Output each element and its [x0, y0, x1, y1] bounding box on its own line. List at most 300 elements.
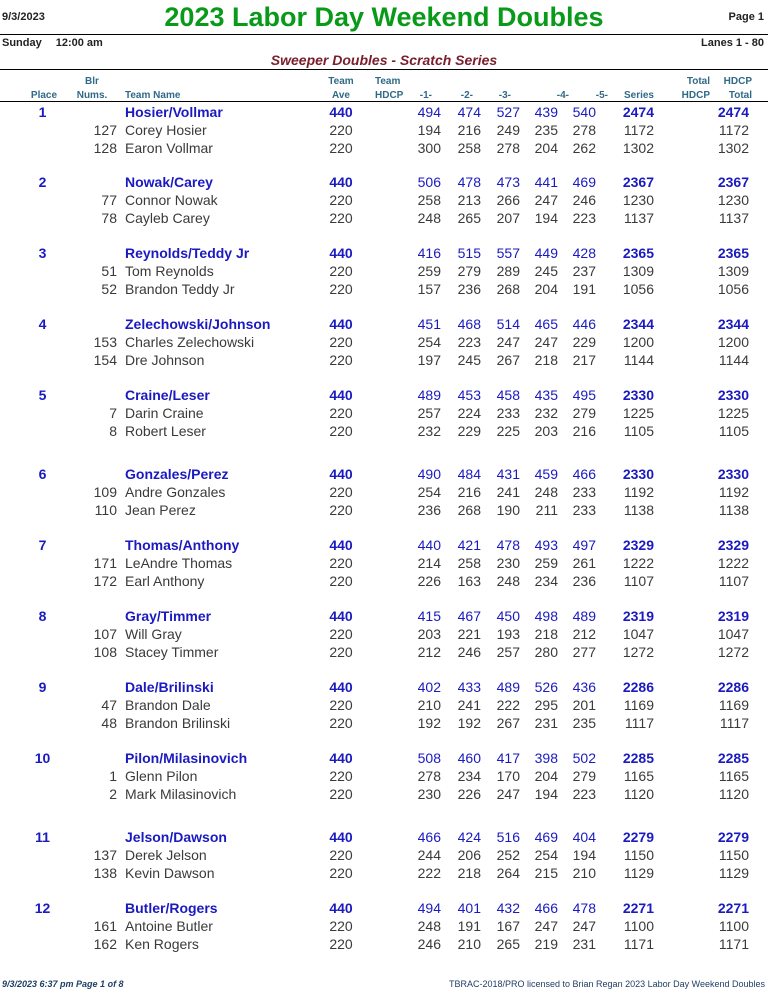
- bowler-hdcp-total: 1105: [718, 423, 749, 439]
- bowler-game-4: 215: [534, 865, 558, 881]
- bowler-hdcp-total: 1169: [718, 697, 749, 713]
- team-series: 2319: [622, 608, 654, 624]
- bowler-series: 1225: [622, 405, 654, 421]
- team-game-3: 431: [496, 466, 520, 482]
- bowler-number: 127: [93, 122, 117, 138]
- bowler-game-1: 258: [417, 192, 441, 208]
- bowler-name: Tom Reynolds: [125, 263, 214, 279]
- bowler-number: 78: [101, 210, 117, 226]
- bowler-game-4: 204: [534, 281, 558, 297]
- team-place: 3: [38, 245, 47, 261]
- bowler-game-5: 277: [572, 644, 596, 660]
- player-row: [0, 767, 768, 785]
- bowler-number: 172: [93, 573, 117, 589]
- player-row: [0, 422, 768, 440]
- header-rule-top: [0, 34, 768, 35]
- team-game-2: 401: [457, 900, 481, 916]
- team-game-4: 493: [534, 537, 558, 553]
- bowler-game-4: 234: [534, 573, 558, 589]
- team-name: Thomas/Anthony: [125, 537, 240, 553]
- bowler-game-4: 247: [534, 334, 558, 350]
- team-game-5: 495: [572, 387, 596, 403]
- bowler-game-4: 247: [534, 918, 558, 934]
- col-hdcp-total-bottom: Total: [728, 90, 752, 101]
- team-game-4: 398: [534, 750, 558, 766]
- bowler-game-3: 170: [496, 768, 520, 784]
- team-game-5: 489: [572, 608, 596, 624]
- team-game-5: 540: [572, 104, 596, 120]
- bowler-game-2: 258: [457, 140, 481, 156]
- bowler-game-4: 247: [534, 192, 558, 208]
- team-game-5: 428: [572, 245, 596, 261]
- team-series: 2367: [622, 174, 654, 190]
- bowler-number: 48: [101, 715, 117, 731]
- bowler-hdcp-total: 1165: [718, 768, 749, 784]
- player-row: [0, 864, 768, 882]
- bowler-number: 171: [93, 555, 117, 571]
- bowler-game-3: 207: [496, 210, 520, 226]
- team-hdcp-total: 2279: [717, 829, 749, 845]
- team-game-5: 478: [572, 900, 596, 916]
- bowler-game-5: 279: [572, 768, 596, 784]
- session-info: [2, 37, 103, 49]
- bowler-game-4: 295: [534, 697, 558, 713]
- col-team-hdcp-top: Team: [375, 76, 401, 87]
- team-game-1: 494: [417, 104, 441, 120]
- team-place: 9: [38, 679, 47, 695]
- team-game-1: 490: [417, 466, 441, 482]
- team-game-3: 432: [496, 900, 520, 916]
- bowler-game-5: 237: [572, 263, 596, 279]
- bowler-game-2: 226: [457, 786, 481, 802]
- bowler-game-1: 248: [417, 210, 441, 226]
- bowler-hdcp-total: 1222: [717, 555, 749, 571]
- bowler-average: 220: [329, 352, 353, 368]
- bowler-game-1: 278: [417, 768, 441, 784]
- bowler-number: 1: [109, 768, 117, 784]
- team-series: 2286: [622, 679, 654, 695]
- team-average: 440: [329, 387, 353, 403]
- bowler-series: 1272: [622, 644, 654, 660]
- team-game-2: 484: [457, 466, 481, 482]
- bowler-game-1: 226: [417, 573, 441, 589]
- bowler-game-5: 201: [572, 697, 596, 713]
- team-game-1: 506: [417, 174, 441, 190]
- team-place: 5: [38, 387, 47, 403]
- bowler-hdcp-total: 1047: [717, 626, 749, 642]
- team-game-1: 440: [417, 537, 441, 553]
- bowler-number: 47: [101, 697, 117, 713]
- bowler-game-1: 232: [417, 423, 441, 439]
- bowler-name: Brandon Brilinski: [125, 715, 231, 731]
- team-hdcp-total: 2319: [717, 608, 749, 624]
- report-title: 2023 Labor Day Weekend Doubles: [164, 2, 604, 32]
- player-row: [0, 554, 768, 572]
- team-game-2: 468: [457, 316, 481, 332]
- team-game-4: 466: [534, 900, 558, 916]
- team-game-1: 402: [417, 679, 441, 695]
- team-series: 2344: [622, 316, 654, 332]
- bowler-hdcp-total: 1309: [717, 263, 749, 279]
- bowler-game-4: 280: [534, 644, 558, 660]
- bowler-game-2: 213: [457, 192, 481, 208]
- bowler-game-2: 236: [457, 281, 481, 297]
- bowler-game-4: 211: [535, 502, 558, 518]
- bowler-series: 1192: [623, 484, 654, 500]
- bowler-average: 220: [329, 122, 353, 138]
- player-row: [0, 917, 768, 935]
- team-row: [0, 244, 768, 262]
- team-average: 440: [329, 537, 353, 553]
- team-series: 2279: [622, 829, 654, 845]
- team-hdcp-total: 2344: [717, 316, 749, 332]
- bowler-average: 220: [329, 573, 353, 589]
- team-game-5: 404: [572, 829, 596, 845]
- bowler-hdcp-total: 1144: [718, 352, 749, 368]
- bowler-number: 52: [101, 281, 117, 297]
- bowler-game-2: 221: [457, 626, 481, 642]
- bowler-game-1: 254: [417, 484, 441, 500]
- team-average: 440: [329, 829, 353, 845]
- bowler-game-2: 218: [457, 865, 481, 881]
- bowler-game-3: 167: [496, 918, 520, 934]
- bowler-game-3: 267: [496, 715, 520, 731]
- team-game-3: 458: [496, 387, 520, 403]
- team-series: 2330: [622, 466, 654, 482]
- bowler-game-4: 203: [534, 423, 558, 439]
- bowler-game-1: 236: [417, 502, 441, 518]
- bowler-game-5: 261: [572, 555, 596, 571]
- bowler-series: 1230: [622, 192, 654, 208]
- bowler-hdcp-total: 1302: [717, 140, 749, 156]
- col-game-2: -2-: [460, 90, 473, 101]
- bowler-hdcp-total: 1129: [718, 865, 749, 881]
- bowler-game-2: 265: [457, 210, 481, 226]
- bowler-series: 1144: [623, 352, 654, 368]
- bowler-game-2: 210: [457, 936, 481, 952]
- bowler-name: Antoine Butler: [125, 918, 213, 934]
- bowler-game-2: 216: [457, 484, 481, 500]
- bowler-game-1: 244: [417, 847, 441, 863]
- bowler-game-2: 223: [457, 334, 481, 350]
- bowler-game-2: 206: [457, 847, 481, 863]
- col-place: Place: [30, 90, 58, 101]
- team-row: [0, 536, 768, 554]
- team-game-3: 417: [496, 750, 520, 766]
- bowler-number: 137: [93, 847, 117, 863]
- bowler-series: 1172: [623, 122, 654, 138]
- bowler-average: 220: [329, 644, 353, 660]
- col-game-4: -4-: [556, 90, 569, 101]
- team-hdcp-total: 2330: [717, 387, 749, 403]
- bowler-game-1: 222: [417, 865, 441, 881]
- bowler-game-5: 233: [572, 484, 596, 500]
- bowler-name: Dre Johnson: [125, 352, 205, 368]
- bowler-game-1: 248: [417, 918, 441, 934]
- bowler-series: 1137: [623, 210, 654, 226]
- col-series: Series: [623, 90, 654, 101]
- team-hdcp-total: 2330: [717, 466, 749, 482]
- bowler-number: 110: [94, 502, 117, 518]
- team-game-2: 460: [457, 750, 481, 766]
- col-team-hdcp-bottom: HDCP: [375, 90, 404, 101]
- bowler-game-5: 233: [572, 502, 596, 518]
- team-game-1: 508: [417, 750, 441, 766]
- bowler-game-1: 203: [417, 626, 441, 642]
- team-hdcp-total: 2285: [717, 750, 749, 766]
- team-hdcp-total: 2367: [717, 174, 749, 190]
- bowler-number: 154: [93, 352, 117, 368]
- report-subtitle: Sweeper Doubles - Scratch Series: [270, 52, 498, 68]
- bowler-game-3: 265: [496, 936, 520, 952]
- bowler-game-4: 194: [534, 210, 558, 226]
- bowler-game-3: 241: [496, 484, 520, 500]
- bowler-hdcp-total: 1192: [718, 484, 749, 500]
- bowler-number: 109: [93, 484, 117, 500]
- session-day: Sunday: [2, 37, 42, 49]
- bowler-game-2: 279: [457, 263, 481, 279]
- team-name: Zelechowski/Johnson: [125, 316, 271, 332]
- bowler-number: 161: [93, 918, 117, 934]
- bowler-hdcp-total: 1120: [718, 786, 749, 802]
- team-game-5: 466: [572, 466, 596, 482]
- bowler-average: 220: [329, 555, 353, 571]
- bowler-hdcp-total: 1137: [718, 210, 749, 226]
- team-name: Dale/Brilinski: [125, 679, 214, 695]
- team-game-2: 515: [457, 245, 481, 261]
- team-average: 440: [329, 245, 353, 261]
- bowler-average: 220: [329, 715, 353, 731]
- bowler-name: Glenn Pilon: [125, 768, 198, 784]
- team-series: 2365: [622, 245, 654, 261]
- bowler-game-5: 216: [572, 423, 596, 439]
- bowler-name: Charles Zelechowski: [125, 334, 255, 350]
- bowler-game-1: 230: [417, 786, 441, 802]
- bowler-game-4: 232: [534, 405, 558, 421]
- bowler-series: 1309: [622, 263, 654, 279]
- bowler-series: 1302: [622, 140, 654, 156]
- bowler-game-2: 191: [457, 918, 481, 934]
- team-game-1: 494: [417, 900, 441, 916]
- player-row: [0, 935, 768, 953]
- team-game-3: 514: [496, 316, 520, 332]
- bowler-average: 220: [329, 786, 353, 802]
- team-row: [0, 828, 768, 846]
- bowler-name: Will Gray: [125, 626, 182, 642]
- bowler-number: 2: [109, 786, 117, 802]
- bowler-game-5: 194: [572, 847, 596, 863]
- team-average: 440: [329, 900, 353, 916]
- bowler-game-2: 229: [457, 423, 481, 439]
- bowler-game-2: 268: [457, 502, 481, 518]
- bowler-name: Brandon Teddy Jr: [125, 281, 235, 297]
- col-game-3: -3-: [498, 90, 511, 101]
- bowler-game-5: 212: [572, 626, 596, 642]
- bowler-game-3: 257: [496, 644, 520, 660]
- bowler-game-5: 279: [572, 405, 596, 421]
- team-name: Gray/Timmer: [125, 608, 212, 624]
- team-place: 8: [38, 608, 47, 624]
- bowler-number: 51: [101, 263, 117, 279]
- team-average: 440: [329, 466, 353, 482]
- team-game-4: 435: [534, 387, 558, 403]
- footer-right: TBRAC-2018/PRO licensed to Brian Regan 2023 Labor Day Weekend Doubles: [448, 979, 765, 989]
- team-game-1: 451: [417, 316, 441, 332]
- bowler-name: Andre Gonzales: [125, 484, 226, 500]
- bowler-game-3: 268: [496, 281, 520, 297]
- bowler-hdcp-total: 1056: [717, 281, 749, 297]
- bowler-game-2: 241: [457, 697, 481, 713]
- team-game-4: 459: [534, 466, 558, 482]
- bowler-game-5: 231: [572, 936, 596, 952]
- bowler-game-2: 245: [457, 352, 481, 368]
- player-row: [0, 625, 768, 643]
- team-game-1: 416: [417, 245, 441, 261]
- bowler-game-5: 229: [572, 334, 596, 350]
- bowler-game-4: 259: [534, 555, 558, 571]
- player-row: [0, 209, 768, 227]
- bowler-hdcp-total: 1138: [718, 502, 749, 518]
- bowler-game-4: 248: [534, 484, 558, 500]
- team-hdcp-total: 2474: [717, 104, 749, 120]
- bowler-game-3: 193: [496, 626, 520, 642]
- bowler-game-5: 191: [572, 281, 596, 297]
- team-game-5: 446: [572, 316, 596, 332]
- bowler-game-3: 267: [496, 352, 520, 368]
- team-game-2: 453: [457, 387, 481, 403]
- team-place: 10: [34, 750, 51, 766]
- bowler-average: 220: [329, 768, 353, 784]
- team-game-2: 478: [457, 174, 481, 190]
- team-row: [0, 103, 768, 121]
- bowler-name: Earon Vollmar: [125, 140, 213, 156]
- bowler-hdcp-total: 1171: [718, 936, 749, 952]
- bowler-game-2: 234: [457, 768, 481, 784]
- team-name: Jelson/Dawson: [125, 829, 227, 845]
- bowler-name: Stacey Timmer: [125, 644, 219, 660]
- bowler-series: 1047: [622, 626, 654, 642]
- bowler-name: LeAndre Thomas: [125, 555, 233, 571]
- team-name: Craine/Leser: [125, 387, 210, 403]
- team-hdcp-total: 2329: [717, 537, 749, 553]
- bowler-game-1: 257: [417, 405, 441, 421]
- col-team-ave-bottom: Ave: [332, 90, 350, 101]
- bowler-game-1: 210: [417, 697, 441, 713]
- bowler-series: 1117: [624, 715, 654, 731]
- bowler-name: Corey Hosier: [125, 122, 207, 138]
- bowler-number: 77: [101, 192, 117, 208]
- team-row: [0, 315, 768, 333]
- team-game-4: 498: [534, 608, 558, 624]
- col-game-5: -5-: [595, 90, 608, 101]
- team-series: 2330: [622, 387, 654, 403]
- team-name: Pilon/Milasinovich: [125, 750, 248, 766]
- bowler-game-3: 190: [496, 502, 520, 518]
- bowler-game-4: 245: [534, 263, 558, 279]
- bowler-game-5: 262: [572, 140, 596, 156]
- footer-left: 9/3/2023 6:37 pm Page 1 of 8: [2, 979, 124, 989]
- team-name: Reynolds/Teddy Jr: [125, 245, 250, 261]
- bowler-name: Ken Rogers: [125, 936, 199, 952]
- session-time: 12:00 am: [55, 37, 103, 49]
- bowler-name: Darin Craine: [125, 405, 204, 421]
- team-place: 7: [38, 537, 47, 553]
- bowler-game-4: 204: [534, 768, 558, 784]
- team-hdcp-total: 2365: [717, 245, 749, 261]
- bowler-game-3: 222: [496, 697, 520, 713]
- bowler-series: 1222: [622, 555, 654, 571]
- team-name: Hosier/Vollmar: [125, 104, 223, 120]
- team-series: 2474: [622, 104, 654, 120]
- team-average: 440: [329, 104, 353, 120]
- team-game-1: 489: [417, 387, 441, 403]
- bowler-average: 220: [329, 263, 353, 279]
- team-game-2: 421: [457, 537, 481, 553]
- team-game-4: 469: [534, 829, 558, 845]
- bowler-number: 128: [93, 140, 117, 156]
- bowler-series: 1120: [623, 786, 654, 802]
- bowler-game-3: 225: [496, 423, 520, 439]
- bowler-average: 220: [329, 936, 353, 952]
- player-row: [0, 846, 768, 864]
- col-team-ave-top: Team: [328, 76, 354, 87]
- bowler-name: Brandon Dale: [125, 697, 211, 713]
- bowler-game-5: 217: [572, 352, 596, 368]
- bowler-game-1: 259: [417, 263, 441, 279]
- bowler-game-5: 223: [572, 210, 596, 226]
- bowler-series: 1200: [622, 334, 654, 350]
- team-game-5: 502: [572, 750, 596, 766]
- bowler-game-5: 246: [572, 192, 596, 208]
- team-game-2: 424: [457, 829, 481, 845]
- team-game-3: 527: [496, 104, 520, 120]
- bowler-average: 220: [329, 847, 353, 863]
- bowler-average: 220: [329, 281, 353, 297]
- team-game-1: 466: [417, 829, 441, 845]
- bowler-hdcp-total: 1100: [718, 918, 749, 934]
- bowler-game-3: 266: [496, 192, 520, 208]
- col-blr-top: Blr: [85, 76, 99, 87]
- bowler-game-1: 197: [417, 352, 441, 368]
- team-game-5: 436: [572, 679, 596, 695]
- bowler-series: 1107: [623, 573, 654, 589]
- team-average: 440: [329, 679, 353, 695]
- bowler-game-4: 254: [534, 847, 558, 863]
- player-row: [0, 333, 768, 351]
- bowler-average: 220: [329, 697, 353, 713]
- bowler-game-3: 264: [496, 865, 520, 881]
- bowler-game-1: 254: [417, 334, 441, 350]
- bowler-game-3: 289: [496, 263, 520, 279]
- player-row: [0, 483, 768, 501]
- bowler-game-1: 157: [417, 281, 441, 297]
- bowler-average: 220: [329, 140, 353, 156]
- team-row: [0, 465, 768, 483]
- team-series: 2329: [622, 537, 654, 553]
- team-game-2: 474: [457, 104, 481, 120]
- bowler-name: Cayleb Carey: [125, 210, 210, 226]
- bowler-number: 8: [109, 423, 117, 439]
- team-average: 440: [329, 608, 353, 624]
- bowler-game-5: 247: [572, 918, 596, 934]
- bowler-game-4: 235: [534, 122, 558, 138]
- bowler-average: 220: [329, 423, 353, 439]
- bowler-game-5: 210: [572, 865, 596, 881]
- bowler-game-4: 219: [534, 936, 558, 952]
- team-place: 1: [38, 104, 47, 120]
- team-game-3: 450: [496, 608, 520, 624]
- team-name: Butler/Rogers: [125, 900, 218, 916]
